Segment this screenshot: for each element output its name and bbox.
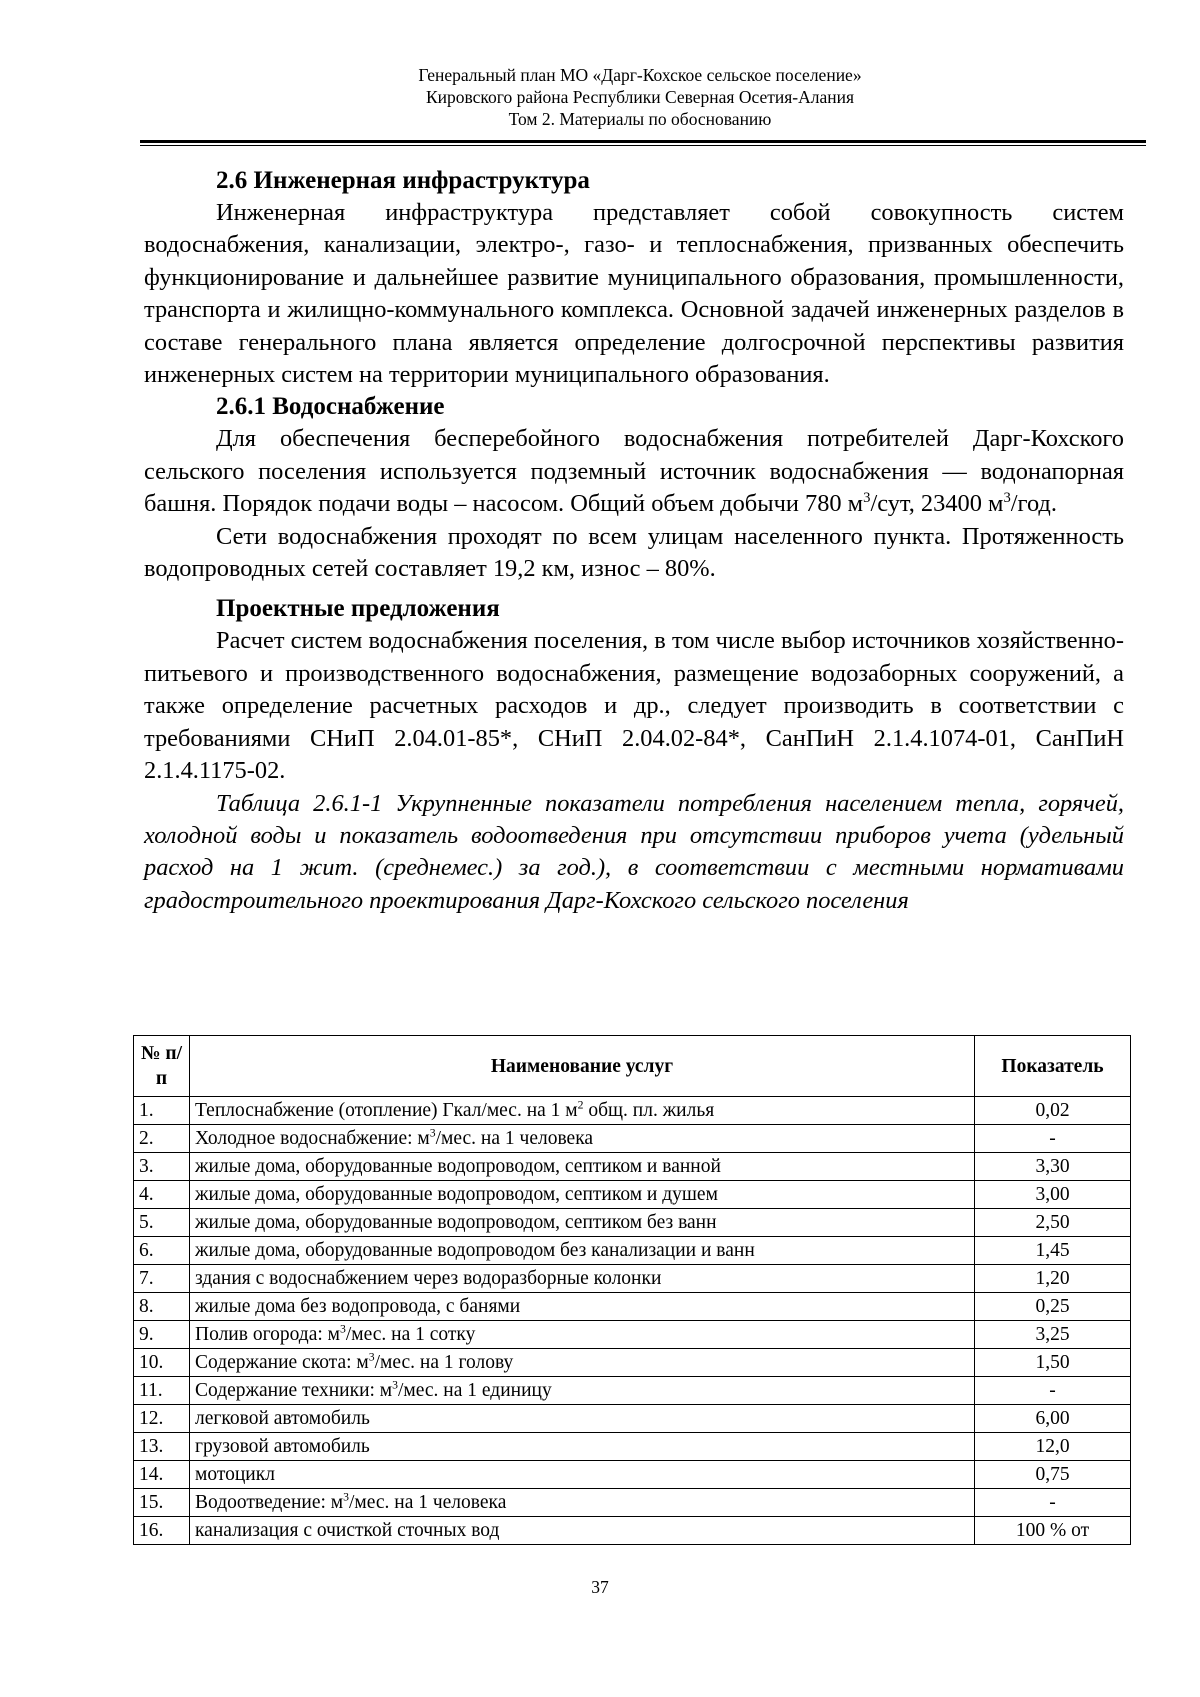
table-row: [134, 1489, 1131, 1517]
column-header-number: № п/п: [134, 1036, 190, 1097]
row-number: 2.: [134, 1125, 190, 1153]
subsection-title: 2.6.1 Водоснабжение: [216, 393, 445, 421]
proposals-paragraph: Расчет систем водоснабжения поселения, в том числе выбор источников хозяйственно-питьевого и производственного водоснабжения, размещение водозаборных сооружений, а также определение расчетных расходов и др., следует производить в соответствии с требованиями СНиП 2.04.01-85*, СНиП 2.04.02-84*, СанПиН 2.1.4.1074-01, СанПиН 2.1.4.1175-02.: [144, 627, 1124, 785]
service-name: Теплоснабжение (отопление) Гкал/мес. на 1 $м^2$ общ. пл. жилья: [190, 1097, 975, 1125]
row-number: 7.: [134, 1265, 190, 1293]
service-name: жилые дома, оборудованные водопроводом, септиком без ванн: [190, 1209, 975, 1237]
service-name: жилые дома, оборудованные водопроводом, септиком и ванной: [190, 1153, 975, 1181]
table-row: [134, 1125, 1131, 1153]
service-value: 1,45: [975, 1237, 1131, 1265]
service-name: Содержание скота: $м^3$/мес. на 1 голову: [190, 1349, 975, 1377]
column-header-service: Наименование услуг: [190, 1036, 975, 1097]
table-row: [134, 1153, 1131, 1181]
row-number: 4.: [134, 1181, 190, 1209]
row-number: 14.: [134, 1461, 190, 1489]
service-value: 2,50: [975, 1209, 1131, 1237]
row-number: 13.: [134, 1433, 190, 1461]
table-row: [134, 1209, 1131, 1237]
unit-superscript: 3: [429, 1126, 436, 1139]
unit-superscript: 3: [392, 1378, 398, 1391]
service-value: 12,0: [975, 1433, 1131, 1461]
service-value: 100 % от: [975, 1517, 1131, 1545]
service-name: жилые дома без водопровода, с банями: [190, 1293, 975, 1321]
row-number: 9.: [134, 1321, 190, 1349]
page-number: 37: [591, 1577, 609, 1597]
unit-superscript: 3: [343, 1490, 349, 1503]
table-row: [134, 1321, 1131, 1349]
table-row: [134, 1265, 1131, 1293]
header-line-2: Кировского района Республики Северная Осетия-Алания: [425, 87, 855, 107]
header-rule-thin: [140, 145, 1146, 146]
service-value: 3,25: [975, 1321, 1131, 1349]
table-row: [134, 1349, 1131, 1377]
service-name: жилые дома, оборудованные водопроводом без канализации и ванн: [190, 1237, 975, 1265]
service-value: -: [975, 1125, 1131, 1153]
services-table: [133, 1035, 1131, 1545]
document-body: [144, 165, 1124, 917]
table-row: [134, 1181, 1131, 1209]
table-header-row: [134, 1036, 1131, 1097]
table-row: [134, 1405, 1131, 1433]
table-row: [134, 1461, 1131, 1489]
service-name: Полив огорода: $м^3$/мес. на 1 сотку: [190, 1321, 975, 1349]
service-name: здания с водоснабжением через водоразборные колонки: [190, 1265, 975, 1293]
row-number: 3.: [134, 1153, 190, 1181]
table-row: [134, 1517, 1131, 1545]
service-value: 6,00: [975, 1405, 1131, 1433]
water-supply-paragraph: Для обеспечения бесперебойного водоснабжения потребителей Дарг-Кохского сельского поселения используется подземный источник водоснабжения — водонапорная башня. Порядок подачи воды – насосом. Общий объем добычи 780 $м^3$/сут, 23400 $м^3$/год.: [144, 425, 1124, 518]
service-name: Содержание техники: $м^3$/мес. на 1 единицу: [190, 1377, 975, 1405]
row-number: 10.: [134, 1349, 190, 1377]
section-intro: Инженерная инфраструктура представляет собой совокупность систем водоснабжения, канализации, электро-, газо- и теплоснабжения, призванных обеспечить функционирование и дальнейшее развитие муниципального образования, промышленности, транспорта и жилищно-коммунального комплекса. Основной задачей инженерных разделов в составе генерального плана является определение долгосрочной перспективы развития инженерных систем на территории муниципального образования.: [144, 199, 1124, 389]
service-value: 0,02: [975, 1097, 1131, 1125]
service-name: грузовой автомобиль: [190, 1433, 975, 1461]
table-row: [134, 1433, 1131, 1461]
section-title: 2.6 Инженерная инфраструктура: [216, 167, 590, 194]
table-row: [134, 1097, 1131, 1125]
row-number: 1.: [134, 1097, 190, 1125]
unit-superscript: 3: [339, 1322, 346, 1335]
row-number: 6.: [134, 1237, 190, 1265]
table-row: [134, 1237, 1131, 1265]
service-name: мотоцикл: [190, 1461, 975, 1489]
service-value: 1,50: [975, 1349, 1131, 1377]
unit-superscript: 3: [368, 1350, 375, 1363]
column-header-value: Показатель: [975, 1036, 1131, 1097]
row-number: 15.: [134, 1489, 190, 1517]
service-value: 0,75: [975, 1461, 1131, 1489]
proposals-title: Проектные предложения: [216, 595, 500, 623]
service-value: -: [975, 1377, 1131, 1405]
service-name: канализация с очисткой сточных вод: [190, 1517, 975, 1545]
header-line-3: Том 2. Материалы по обоснованию: [508, 109, 772, 129]
row-number: 16.: [134, 1517, 190, 1545]
service-value: 3,30: [975, 1153, 1131, 1181]
service-value: 0,25: [975, 1293, 1131, 1321]
service-name: Водоотведение: $м^3$/мес. на 1 человека: [190, 1489, 975, 1517]
service-value: -: [975, 1489, 1131, 1517]
row-number: 8.: [134, 1293, 190, 1321]
service-value: 3,00: [975, 1181, 1131, 1209]
row-number: 12.: [134, 1405, 190, 1433]
table-caption: Таблица 2.6.1-1 Укрупненные показатели потребления населением тепла, горячей, холодной воды и показатель водоотведения при отсутствии приборов учета (удельный расход на 1 жит. (среднемес.) за год.), в соответствии с местными нормативами градостроительного проектирования Дарг-Кохского сельского поселения: [144, 789, 1124, 914]
table-row: [134, 1293, 1131, 1321]
table-row: [134, 1377, 1131, 1405]
row-number: 11.: [134, 1377, 190, 1405]
header-rule-thick: [140, 140, 1146, 143]
service-name: Холодное водоснабжение: $м^3$/мес. на 1 человека: [190, 1125, 975, 1153]
water-network-paragraph: Сети водоснабжения проходят по всем улицам населенного пункта. Протяженность водопроводных сетей составляет 19,2 км, износ – 80%.: [144, 522, 1124, 583]
service-name: легковой автомобиль: [190, 1405, 975, 1433]
row-number: 5.: [134, 1209, 190, 1237]
service-value: 1,20: [975, 1265, 1131, 1293]
document-header: [134, 64, 1146, 130]
service-name: жилые дома, оборудованные водопроводом, септиком и душем: [190, 1181, 975, 1209]
unit-superscript: 2: [577, 1098, 584, 1111]
header-line-1: Генеральный план МО «Дарг-Кохское сельское поселение»: [418, 65, 862, 85]
